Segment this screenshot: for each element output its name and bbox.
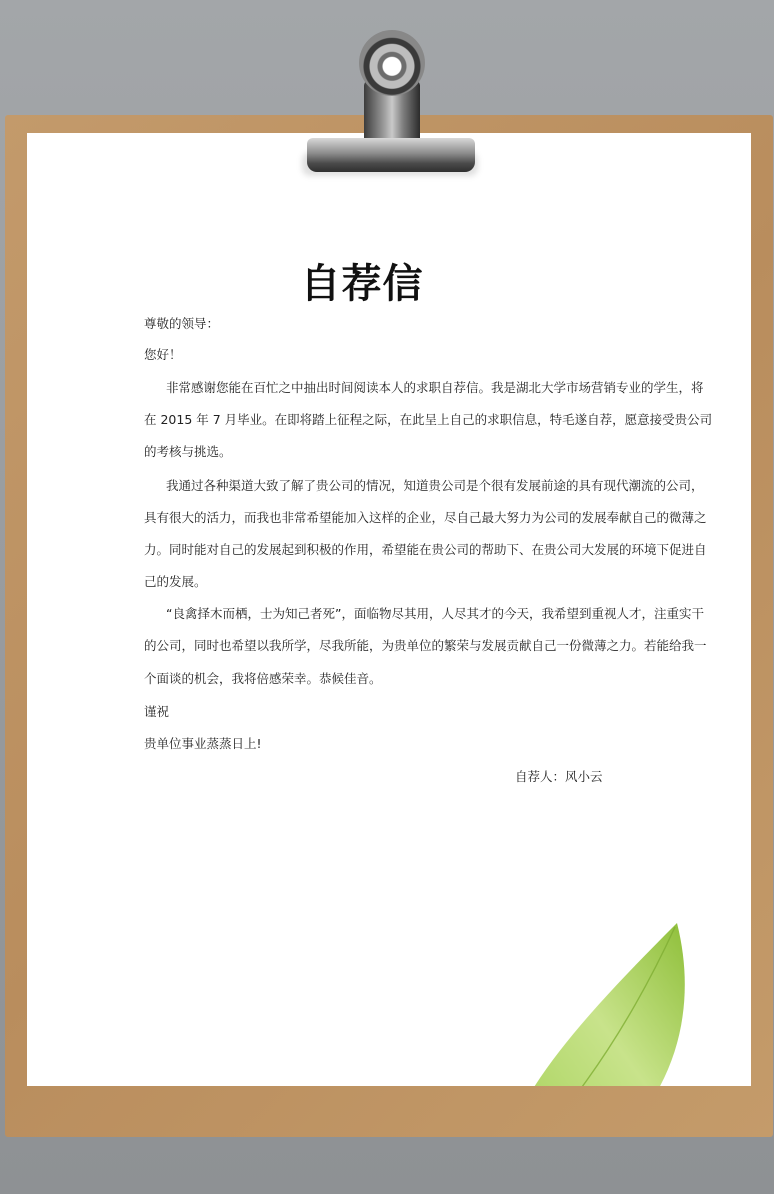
paragraph-1-line-3: 的考核与挑选。 (144, 444, 232, 459)
letter-title: 自荐信 (300, 261, 424, 307)
salutation: 您好！ (144, 347, 182, 362)
well-wishes: 贵单位事业蒸蒸日上! (144, 736, 262, 751)
greeting: 尊敬的领导： (144, 316, 220, 331)
paragraph-3-line-3: 个面谈的机会，我将倍感荣幸。恭候佳音。 (144, 671, 382, 686)
paragraph-1-line-1: 非常感谢您能在百忙之中抽出时间阅读本人的求职自荐信。我是湖北大学市场营销专业的学生，将 (166, 380, 704, 395)
binder-clip (307, 138, 475, 172)
binder-clip-ring (359, 30, 425, 96)
paragraph-1-line-2: 在 2015 年 7 月毕业。在即将踏上征程之际，在此呈上自己的求职信息，特毛遂自荐，愿意接受贵公司 (144, 412, 713, 427)
paragraph-3-line-1: “良禽择木而栖，士为知己者死”，面临物尽其用，人尽其才的今天，我希望到重视人才，注重实干 (166, 606, 704, 621)
signature: 自荐人：风小云 (515, 769, 603, 784)
paragraph-2-line-3: 力。同时能对自己的发展起到积极的作用，希望能在贵公司的帮助下、在贵公司大发展的环境下促进自 (144, 542, 707, 557)
paragraph-3-line-2: 的公司，同时也希望以我所学，尽我所能，为贵单位的繁荣与发展贡献自己一份微薄之力。若能给我一 (144, 638, 707, 653)
paragraph-2-line-1: 我通过各种渠道大致了解了贵公司的情况，知道贵公司是个很有发展前途的具有现代潮流的公司， (166, 478, 704, 493)
closing: 谨祝 (144, 704, 170, 719)
paragraph-2-line-2: 具有很大的活力，而我也非常希望能加入这样的企业，尽自己最大努力为公司的发展奉献自己的微薄之 (144, 510, 707, 525)
leaf-decoration (447, 913, 723, 1086)
paragraph-2-line-4: 己的发展。 (144, 574, 207, 589)
